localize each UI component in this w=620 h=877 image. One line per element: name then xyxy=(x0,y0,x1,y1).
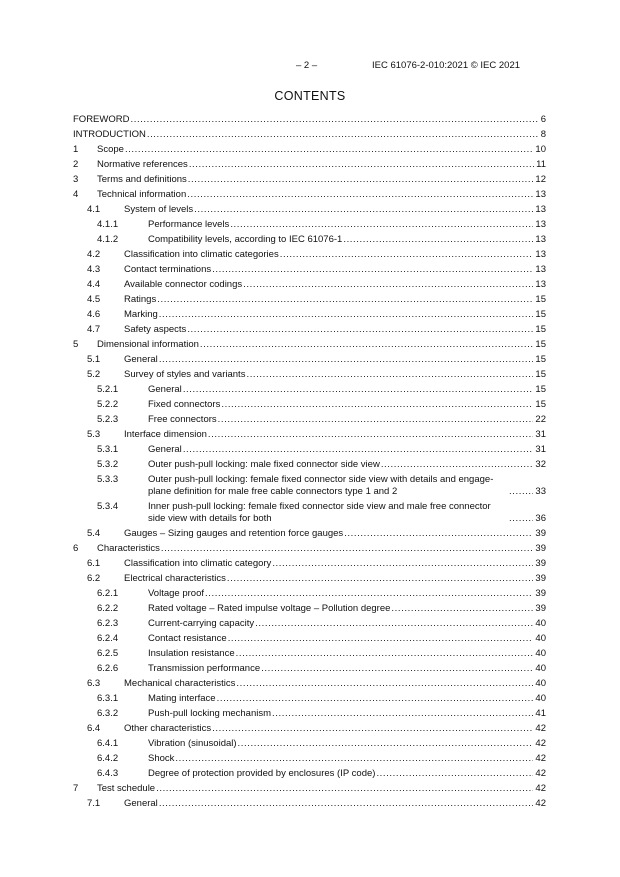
toc-entry[interactable] xyxy=(73,556,546,571)
toc-entry-number: 4.1.2 xyxy=(97,233,119,245)
toc-dot-leader xyxy=(509,486,533,498)
toc-entry[interactable] xyxy=(73,751,546,766)
toc-entry-number: 7 xyxy=(73,782,79,794)
toc-entry-line xyxy=(73,114,546,126)
toc-entry-line xyxy=(148,768,546,780)
toc-entry-line xyxy=(124,264,546,276)
toc-entry-title: Characteristics xyxy=(97,542,160,554)
toc-dot-leader xyxy=(159,354,534,366)
toc-entry-page: 15 xyxy=(535,398,546,410)
toc-entry-page: 41 xyxy=(535,707,546,719)
toc-entry-page: 15 xyxy=(535,368,546,380)
toc-entry-number: 6 xyxy=(73,542,79,554)
toc-dot-leader xyxy=(218,414,534,426)
toc-entry-number: 6.3.1 xyxy=(97,692,119,704)
toc-entry-line xyxy=(124,249,546,261)
toc-dot-leader xyxy=(255,618,533,630)
toc-entry-line xyxy=(124,324,546,336)
toc-entry-page: 15 xyxy=(535,383,546,395)
toc-entry-page: 13 xyxy=(535,233,546,245)
toc-entry-title: FOREWORD xyxy=(73,113,130,125)
toc-entry[interactable] xyxy=(73,499,546,526)
toc-entry-number: 4.1.1 xyxy=(97,218,119,230)
toc-entry-number: 4.4 xyxy=(87,278,101,290)
toc-entry-page: 22 xyxy=(535,413,546,425)
toc-entry-page: 42 xyxy=(535,767,546,779)
toc-entry[interactable] xyxy=(73,631,546,646)
toc-entry[interactable] xyxy=(73,292,546,307)
toc-entry-line xyxy=(124,558,546,570)
toc-entry-page: 11 xyxy=(536,158,546,170)
toc-dot-leader xyxy=(147,129,539,141)
toc-entry[interactable] xyxy=(73,217,546,232)
toc-entry-line xyxy=(124,309,546,321)
toc-entry-number: 6.4 xyxy=(87,722,101,734)
toc-entry-number: 5.2.1 xyxy=(97,383,119,395)
toc-entry[interactable] xyxy=(73,412,546,427)
toc-entry-line xyxy=(148,618,546,630)
toc-entry-number: 6.4.3 xyxy=(97,767,119,779)
toc-entry-line xyxy=(97,189,546,201)
toc-entry-title: Marking xyxy=(124,308,158,320)
toc-entry-page: 13 xyxy=(535,263,546,275)
toc-entry-title: Test schedule xyxy=(97,782,156,794)
toc-dot-leader xyxy=(236,678,533,690)
toc-entry[interactable] xyxy=(73,676,546,691)
toc-entry[interactable] xyxy=(73,322,546,337)
toc-entry-number: 1 xyxy=(73,143,79,155)
toc-dot-leader xyxy=(159,798,534,810)
toc-entry-number: 6.1 xyxy=(87,557,101,569)
toc-entry-line xyxy=(148,708,546,720)
toc-entry[interactable] xyxy=(73,277,546,292)
toc-dot-leader xyxy=(189,159,534,171)
toc-entry-number: 6.4.1 xyxy=(97,737,119,749)
toc-entry[interactable] xyxy=(73,202,546,217)
toc-entry-title: Voltage proof xyxy=(148,587,204,599)
toc-entry-page: 39 xyxy=(535,557,546,569)
toc-entry[interactable] xyxy=(73,337,546,352)
toc-dot-leader xyxy=(205,588,533,600)
toc-entry-title: Dimensional information xyxy=(97,338,199,350)
table-of-contents xyxy=(73,112,546,811)
toc-entry-page: 13 xyxy=(535,203,546,215)
toc-entry-number: 4.3 xyxy=(87,263,101,275)
toc-dot-leader xyxy=(187,189,533,201)
toc-entry-number: 3 xyxy=(73,173,79,185)
toc-entry-title: Vibration (sinusoidal) xyxy=(148,737,237,749)
toc-entry-title: General xyxy=(148,443,182,455)
toc-entry-number: 4.1 xyxy=(87,203,101,215)
toc-entry-number: 5.3.2 xyxy=(97,458,119,470)
toc-entry-page: 10 xyxy=(535,143,546,155)
toc-dot-leader xyxy=(159,309,534,321)
toc-entry-page: 40 xyxy=(535,647,546,659)
contents-title: CONTENTS xyxy=(274,89,346,103)
toc-dot-leader xyxy=(280,249,534,261)
toc-dot-leader xyxy=(261,663,533,675)
toc-entry-line xyxy=(148,693,546,705)
toc-dot-leader xyxy=(344,528,533,540)
toc-entry-title: Outer push-pull locking: male fixed connector side view xyxy=(148,458,380,470)
toc-entry-title: Insulation resistance xyxy=(148,647,235,659)
toc-entry-page: 42 xyxy=(535,797,546,809)
toc-entry-page: 40 xyxy=(535,617,546,629)
toc-entry[interactable] xyxy=(73,232,546,247)
toc-entry-page: 36 xyxy=(535,512,546,524)
toc-entry[interactable] xyxy=(73,781,546,796)
toc-entry-title: Contact terminations xyxy=(124,263,212,275)
toc-entry[interactable] xyxy=(73,442,546,457)
toc-entry-line xyxy=(124,279,546,291)
toc-dot-leader xyxy=(391,603,533,615)
toc-entry-page: 15 xyxy=(535,353,546,365)
standard-reference: IEC 61076-2-010:2021 © IEC 2021 xyxy=(372,60,521,71)
toc-dot-leader xyxy=(228,633,534,645)
toc-entry-number: 6.2.5 xyxy=(97,647,119,659)
toc-entry-title: Rated voltage – Rated impulse voltage – Pollution degree xyxy=(148,602,391,614)
toc-entry-title: Scope xyxy=(97,143,124,155)
toc-entry-line xyxy=(148,414,546,426)
toc-entry-page: 13 xyxy=(535,188,546,200)
toc-entry-title: Free connectors xyxy=(148,413,217,425)
toc-entry-page: 39 xyxy=(535,602,546,614)
toc-dot-leader xyxy=(217,693,534,705)
toc-entry-line xyxy=(97,543,546,555)
toc-dot-leader xyxy=(125,144,533,156)
toc-dot-leader xyxy=(200,339,534,351)
toc-entry-number: 5.2.3 xyxy=(97,413,119,425)
toc-dot-leader xyxy=(509,513,533,525)
toc-entry-title: Degree of protection provided by enclosures (IP code) xyxy=(148,767,376,779)
toc-entry-title: Transmission performance xyxy=(148,662,261,674)
toc-entry[interactable] xyxy=(73,586,546,601)
page-header xyxy=(0,60,620,74)
toc-entry-number: 5.2 xyxy=(87,368,101,380)
toc-dot-leader xyxy=(272,708,533,720)
toc-entry-line xyxy=(97,174,546,186)
toc-dot-leader xyxy=(236,648,534,660)
toc-entry-line xyxy=(124,204,546,216)
toc-entry-page: 40 xyxy=(535,692,546,704)
toc-entry-number: 4.5 xyxy=(87,293,101,305)
toc-entry-title: General xyxy=(124,353,158,365)
toc-entry[interactable] xyxy=(73,247,546,262)
toc-entry-number: 6.4.2 xyxy=(97,752,119,764)
toc-entry-number: 5 xyxy=(73,338,79,350)
toc-entry[interactable] xyxy=(73,127,546,142)
toc-dot-leader xyxy=(212,264,533,276)
toc-entry-line xyxy=(124,354,546,366)
toc-entry-page: 15 xyxy=(535,308,546,320)
toc-entry-line xyxy=(148,588,546,600)
toc-entry-line xyxy=(124,429,546,441)
toc-entry-number: 5.3.1 xyxy=(97,443,119,455)
toc-entry-page: 42 xyxy=(535,752,546,764)
toc-entry-line xyxy=(148,648,546,660)
toc-entry-title: Other characteristics xyxy=(124,722,212,734)
toc-entry-number: 5.4 xyxy=(87,527,101,539)
toc-entry-title: Survey of styles and variants xyxy=(124,368,246,380)
toc-entry-page: 33 xyxy=(535,485,546,497)
toc-entry-number: 6.3 xyxy=(87,677,101,689)
toc-entry-line xyxy=(148,738,546,750)
toc-entry-title: Classification into climatic categories xyxy=(124,248,279,260)
toc-entry-line xyxy=(148,384,546,396)
toc-entry-page: 12 xyxy=(535,173,546,185)
toc-entry-page: 42 xyxy=(535,782,546,794)
toc-entry[interactable] xyxy=(73,397,546,412)
toc-entry-title: Normative references xyxy=(97,158,188,170)
toc-entry-title: Push-pull locking mechanism xyxy=(148,707,272,719)
toc-dot-leader xyxy=(243,279,533,291)
toc-entry-number: 5.2.2 xyxy=(97,398,119,410)
toc-entry-line xyxy=(148,633,546,645)
toc-entry[interactable] xyxy=(73,382,546,397)
toc-dot-leader xyxy=(130,114,538,126)
toc-entry[interactable] xyxy=(73,112,546,127)
toc-entry-line xyxy=(124,798,546,810)
toc-dot-leader xyxy=(194,204,533,216)
toc-entry-number: 4.2 xyxy=(87,248,101,260)
toc-entry[interactable] xyxy=(73,691,546,706)
toc-entry-page: 13 xyxy=(535,248,546,260)
toc-entry-page: 13 xyxy=(535,278,546,290)
toc-dot-leader xyxy=(208,429,534,441)
toc-entry-title: Contact resistance xyxy=(148,632,227,644)
toc-entry[interactable] xyxy=(73,766,546,781)
toc-entry-title: Fixed connectors xyxy=(148,398,221,410)
toc-entry-title: INTRODUCTION xyxy=(73,128,146,140)
toc-entry[interactable] xyxy=(73,157,546,172)
toc-entry-line xyxy=(124,369,546,381)
toc-entry-line xyxy=(124,723,546,735)
toc-entry-line xyxy=(97,783,546,795)
toc-entry-number: 4.6 xyxy=(87,308,101,320)
toc-entry-line xyxy=(148,663,546,675)
toc-entry-page: 32 xyxy=(535,458,546,470)
toc-entry-page: 40 xyxy=(535,662,546,674)
toc-entry-title: Mechanical characteristics xyxy=(124,677,236,689)
toc-entry[interactable] xyxy=(73,571,546,586)
toc-entry[interactable] xyxy=(73,187,546,202)
toc-entry-page: 15 xyxy=(535,323,546,335)
toc-dot-leader xyxy=(230,219,533,231)
toc-dot-leader xyxy=(246,369,533,381)
toc-entry-title: Shock xyxy=(148,752,175,764)
toc-entry[interactable] xyxy=(73,601,546,616)
toc-entry[interactable] xyxy=(73,526,546,541)
toc-entry[interactable] xyxy=(73,307,546,322)
toc-entry-line xyxy=(97,339,546,351)
toc-entry-title: Gauges – Sizing gauges and retention force gauges xyxy=(124,527,344,539)
toc-entry-line xyxy=(97,159,546,171)
toc-entry-line xyxy=(148,444,546,456)
toc-dot-leader xyxy=(175,753,533,765)
toc-dot-leader xyxy=(221,399,533,411)
toc-entry-title: Ratings xyxy=(124,293,157,305)
toc-entry-number: 6.2 xyxy=(87,572,101,584)
page-number: – 2 – xyxy=(296,60,318,71)
toc-dot-leader xyxy=(381,459,534,471)
toc-entry-title: Electrical characteristics xyxy=(124,572,226,584)
toc-entry-page: 31 xyxy=(535,443,546,455)
toc-entry-page: 40 xyxy=(535,632,546,644)
toc-entry-title: Available connector codings xyxy=(124,278,243,290)
toc-entry[interactable] xyxy=(73,172,546,187)
toc-entry-title: Mating interface xyxy=(148,692,216,704)
toc-dot-leader xyxy=(188,174,534,186)
toc-entry-number: 2 xyxy=(73,158,79,170)
toc-dot-leader xyxy=(157,294,533,306)
toc-entry-number: 5.1 xyxy=(87,353,101,365)
toc-entry-page: 39 xyxy=(535,587,546,599)
toc-entry-title: Compatibility levels, according to IEC 61076-1 xyxy=(148,233,343,245)
toc-dot-leader xyxy=(343,234,533,246)
toc-entry[interactable] xyxy=(73,721,546,736)
toc-entry-title: Interface dimension xyxy=(124,428,207,440)
toc-entry-title: General xyxy=(148,383,182,395)
toc-dot-leader xyxy=(212,723,533,735)
toc-entry[interactable] xyxy=(73,736,546,751)
toc-entry-number: 4 xyxy=(73,188,79,200)
toc-entry[interactable] xyxy=(73,367,546,382)
toc-entry-title: Inner push-pull locking: female fixed connector side view and male free connector side view with details for both xyxy=(148,500,491,524)
toc-dot-leader xyxy=(187,324,533,336)
toc-entry-title: Terms and definitions xyxy=(97,173,187,185)
toc-entry-page: 39 xyxy=(535,572,546,584)
toc-entry-line xyxy=(97,144,546,156)
toc-entry-page: 40 xyxy=(535,677,546,689)
toc-entry-number: 7.1 xyxy=(87,797,101,809)
toc-dot-leader xyxy=(238,738,534,750)
toc-entry-title: General xyxy=(124,797,158,809)
toc-entry-number: 5.3.3 xyxy=(97,473,119,485)
toc-entry[interactable] xyxy=(73,706,546,721)
toc-entry-number: 6.2.3 xyxy=(97,617,119,629)
toc-entry-line xyxy=(124,294,546,306)
toc-entry-number: 4.7 xyxy=(87,323,101,335)
toc-entry-page: 8 xyxy=(540,128,546,140)
toc-entry-line xyxy=(73,129,546,141)
toc-entry-title: System of levels xyxy=(124,203,194,215)
toc-entry-title: Safety aspects xyxy=(124,323,187,335)
toc-entry-line xyxy=(148,501,546,525)
toc-entry-page: 13 xyxy=(535,218,546,230)
toc-entry[interactable] xyxy=(73,472,546,499)
toc-entry-line xyxy=(148,753,546,765)
toc-entry-number: 6.2.6 xyxy=(97,662,119,674)
toc-entry-page: 42 xyxy=(535,722,546,734)
toc-entry[interactable] xyxy=(73,142,546,157)
toc-entry-page: 6 xyxy=(540,113,546,125)
toc-dot-leader xyxy=(227,573,534,585)
toc-entry-number: 6.2.2 xyxy=(97,602,119,614)
toc-entry[interactable] xyxy=(73,646,546,661)
toc-entry-line xyxy=(148,234,546,246)
toc-entry-number: 5.3.4 xyxy=(97,500,119,512)
toc-dot-leader xyxy=(183,384,534,396)
toc-dot-leader xyxy=(156,783,533,795)
toc-entry-line xyxy=(148,219,546,231)
toc-entry-page: 15 xyxy=(535,293,546,305)
toc-entry-line xyxy=(148,399,546,411)
toc-dot-leader xyxy=(161,543,534,555)
toc-entry-title: Performance levels xyxy=(148,218,230,230)
toc-dot-leader xyxy=(376,768,533,780)
toc-entry-line xyxy=(148,459,546,471)
toc-entry-title: Current-carrying capacity xyxy=(148,617,255,629)
toc-entry[interactable] xyxy=(73,616,546,631)
toc-entry[interactable] xyxy=(73,796,546,811)
toc-entry-number: 6.2.1 xyxy=(97,587,119,599)
toc-entry-page: 39 xyxy=(535,527,546,539)
toc-entry-page: 31 xyxy=(535,428,546,440)
toc-entry-title: Technical information xyxy=(97,188,187,200)
toc-entry[interactable] xyxy=(73,661,546,676)
toc-entry-number: 6.2.4 xyxy=(97,632,119,644)
toc-entry-page: 42 xyxy=(535,737,546,749)
toc-entry[interactable] xyxy=(73,427,546,442)
toc-entry-page: 39 xyxy=(535,542,546,554)
toc-entry-number: 6.3.2 xyxy=(97,707,119,719)
toc-entry[interactable] xyxy=(73,352,546,367)
toc-dot-leader xyxy=(272,558,533,570)
toc-entry-line xyxy=(124,573,546,585)
toc-entry-number: 5.3 xyxy=(87,428,101,440)
toc-entry[interactable] xyxy=(73,457,546,472)
toc-entry-line xyxy=(124,528,546,540)
toc-entry[interactable] xyxy=(73,541,546,556)
toc-entry-title: Outer push-pull locking: female fixed connector side view with details and engage-plane definition for male free cable connectors type 1 and 2 xyxy=(148,473,494,497)
toc-entry-title: Classification into climatic category xyxy=(124,557,272,569)
toc-dot-leader xyxy=(183,444,534,456)
toc-entry-line xyxy=(124,678,546,690)
toc-entry-line xyxy=(148,474,546,498)
toc-entry-line xyxy=(148,603,546,615)
toc-entry[interactable] xyxy=(73,262,546,277)
toc-entry-page: 15 xyxy=(535,338,546,350)
